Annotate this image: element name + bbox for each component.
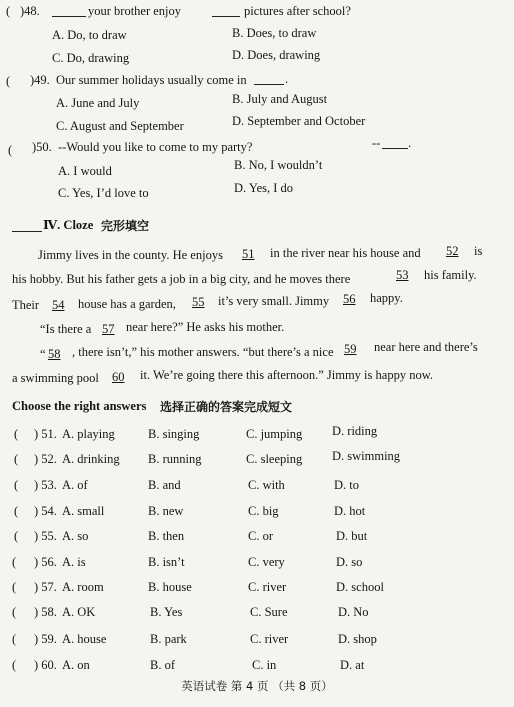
choice-number: ) 60. [34,658,57,672]
passage-text: is [474,244,483,258]
option-b: B. isn’t [148,555,185,569]
option-a: A. room [62,580,104,594]
option-d: D. but [336,529,368,543]
passage-text: happy. [370,291,403,305]
option-a: A. playing [62,427,115,441]
instruction-text-chinese: 选择正确的答案完成短文 [160,400,293,414]
page-footer: 英语试卷 第 4 页 （共 8 页） [181,679,333,693]
option-d: D. so [336,555,363,569]
answer-paren: ( [14,478,19,492]
option-d: D. shop [338,632,377,646]
option-d: D. swimming [332,449,401,463]
choice-row-60 [0,658,514,678]
option-d: D. No [338,605,369,619]
blank-number: 56 [343,292,356,306]
option-c: C. with [248,478,285,492]
choice-number: ) 53. [34,478,57,492]
option-a: A. small [62,504,105,518]
passage-text: “ [40,347,46,361]
passage-text: near here and there’s [374,340,478,354]
answer-paren: ( [14,504,19,518]
option-a: A. I would [58,164,112,178]
option-b: B. and [148,478,181,492]
question-number: )50. [32,140,52,154]
choice-number: ) 51. [34,427,57,441]
option-c: C. in [252,658,277,672]
fill-blank [382,138,408,149]
choice-number: ) 54. [34,504,57,518]
option-d: D. to [334,478,359,492]
passage-text: “Is there a [40,322,92,336]
choice-number: ) 56. [34,555,57,569]
answer-paren: ( [14,427,19,441]
choice-number: ) 57. [34,580,57,594]
choice-row-59 [0,632,514,652]
choice-row-51 [0,424,514,447]
option-a: A. Do, to draw [52,28,127,42]
score-blank [12,221,42,232]
blank-number: 59 [344,342,357,356]
option-c: C. Yes, I’d love to [58,186,149,200]
option-c: C. Do, drawing [52,51,130,65]
instruction-text: Choose the right answers [12,399,147,413]
option-a: A. so [62,529,89,543]
choice-row-55 [0,529,514,549]
option-a: A. June and July [56,96,140,110]
answer-paren: ( [6,74,11,88]
blank-number: 53 [396,268,409,282]
choice-row-58 [0,605,514,625]
blank-number: 51 [242,247,255,261]
option-a: A. on [62,658,90,672]
choice-row-56 [0,555,514,575]
option-b: B. singing [148,427,200,441]
option-a: A. of [62,478,88,492]
answer-paren: ( [12,580,17,594]
option-c: C. or [248,529,273,543]
option-a: A. OK [62,605,96,619]
passage-text: house has a garden, [78,297,176,311]
option-b: B. Does, to draw [232,26,317,40]
answer-paren: ( [12,632,17,646]
option-b: B. July and August [232,92,328,106]
option-c: C. jumping [246,427,303,441]
fill-blank [52,6,86,17]
passage-text: a swimming pool [12,371,99,385]
option-d: D. at [340,658,365,672]
option-a: A. drinking [62,452,120,466]
option-c: C. big [248,504,279,518]
passage-text: in the river near his house and [270,246,421,260]
blank-number: 58 [48,347,61,361]
blank-number: 52 [446,244,459,258]
option-c: C. river [248,580,287,594]
question-stem: your brother enjoy [88,4,182,18]
option-d: D. riding [332,424,378,438]
passage-text: , there isn’t,” his mother answers. “but there’s a nice [72,345,334,359]
option-b: B. No, I wouldn’t [234,158,323,172]
passage-text: it’s very small. Jimmy [218,294,330,308]
option-c: C. very [248,555,285,569]
option-b: B. running [148,452,202,466]
choice-row-54 [0,504,514,524]
option-b: B. Yes [150,605,183,619]
fill-blank [254,74,284,85]
question-stem: --Would you like to come to my party? [58,140,253,154]
option-b: B. of [150,658,175,672]
answer-paren: ( [14,452,19,466]
answer-paren: ( [12,605,17,619]
question-stem: Our summer holidays usually come in [56,73,247,87]
question-number: )48. [20,4,40,18]
option-c: C. August and September [56,119,184,133]
blank-number: 60 [112,370,125,384]
question-number: )49. [30,73,50,87]
fill-blank [212,6,240,17]
option-b: B. park [150,632,187,646]
question-stem: . [408,136,412,150]
response-prompt: -- [372,136,381,150]
option-b: B. new [148,504,184,518]
blank-number: 57 [102,322,115,336]
passage-text: Their [12,298,40,312]
section-title-chinese: 完形填空 [101,219,150,233]
answer-paren: ( [12,555,17,569]
choice-number: ) 58. [34,605,57,619]
question-stem: . [285,72,289,86]
section-title: Ⅳ. Cloze [43,218,94,232]
option-c: C. Sure [250,605,288,619]
choice-row-57 [0,580,514,600]
question-stem: pictures after school? [244,4,351,18]
choice-row-53 [0,478,514,498]
passage-text: it. We’re going there this afternoon.” Jimmy is happy now. [140,368,434,382]
option-b: B. house [148,580,192,594]
option-d: D. Does, drawing [232,48,321,62]
choice-number: ) 59. [34,632,57,646]
passage-text: near here?” He asks his mother. [126,320,285,334]
option-c: C. river [250,632,289,646]
choice-number: ) 52. [34,452,57,466]
answer-paren: ( [12,658,17,672]
blank-number: 54 [52,298,65,312]
passage-text: Jimmy lives in the county. He enjoys [38,248,223,262]
answer-paren: ( [14,529,19,543]
answer-paren: ( [8,143,13,157]
choice-number: ) 55. [34,529,57,543]
option-a: A. is [62,555,86,569]
choice-row-52 [0,449,514,472]
option-d: D. September and October [232,114,366,128]
option-c: C. sleeping [246,452,303,466]
option-d: D. school [336,580,384,594]
option-a: A. house [62,632,107,646]
answer-paren: ( [6,4,11,18]
option-d: D. Yes, I do [234,181,294,195]
passage-text: his family. [424,268,477,282]
option-b: B. then [148,529,185,543]
blank-number: 55 [192,295,205,309]
option-d: D. hot [334,504,366,518]
passage-text: his hobby. But his father gets a job in a big city, and he moves there [12,272,351,286]
